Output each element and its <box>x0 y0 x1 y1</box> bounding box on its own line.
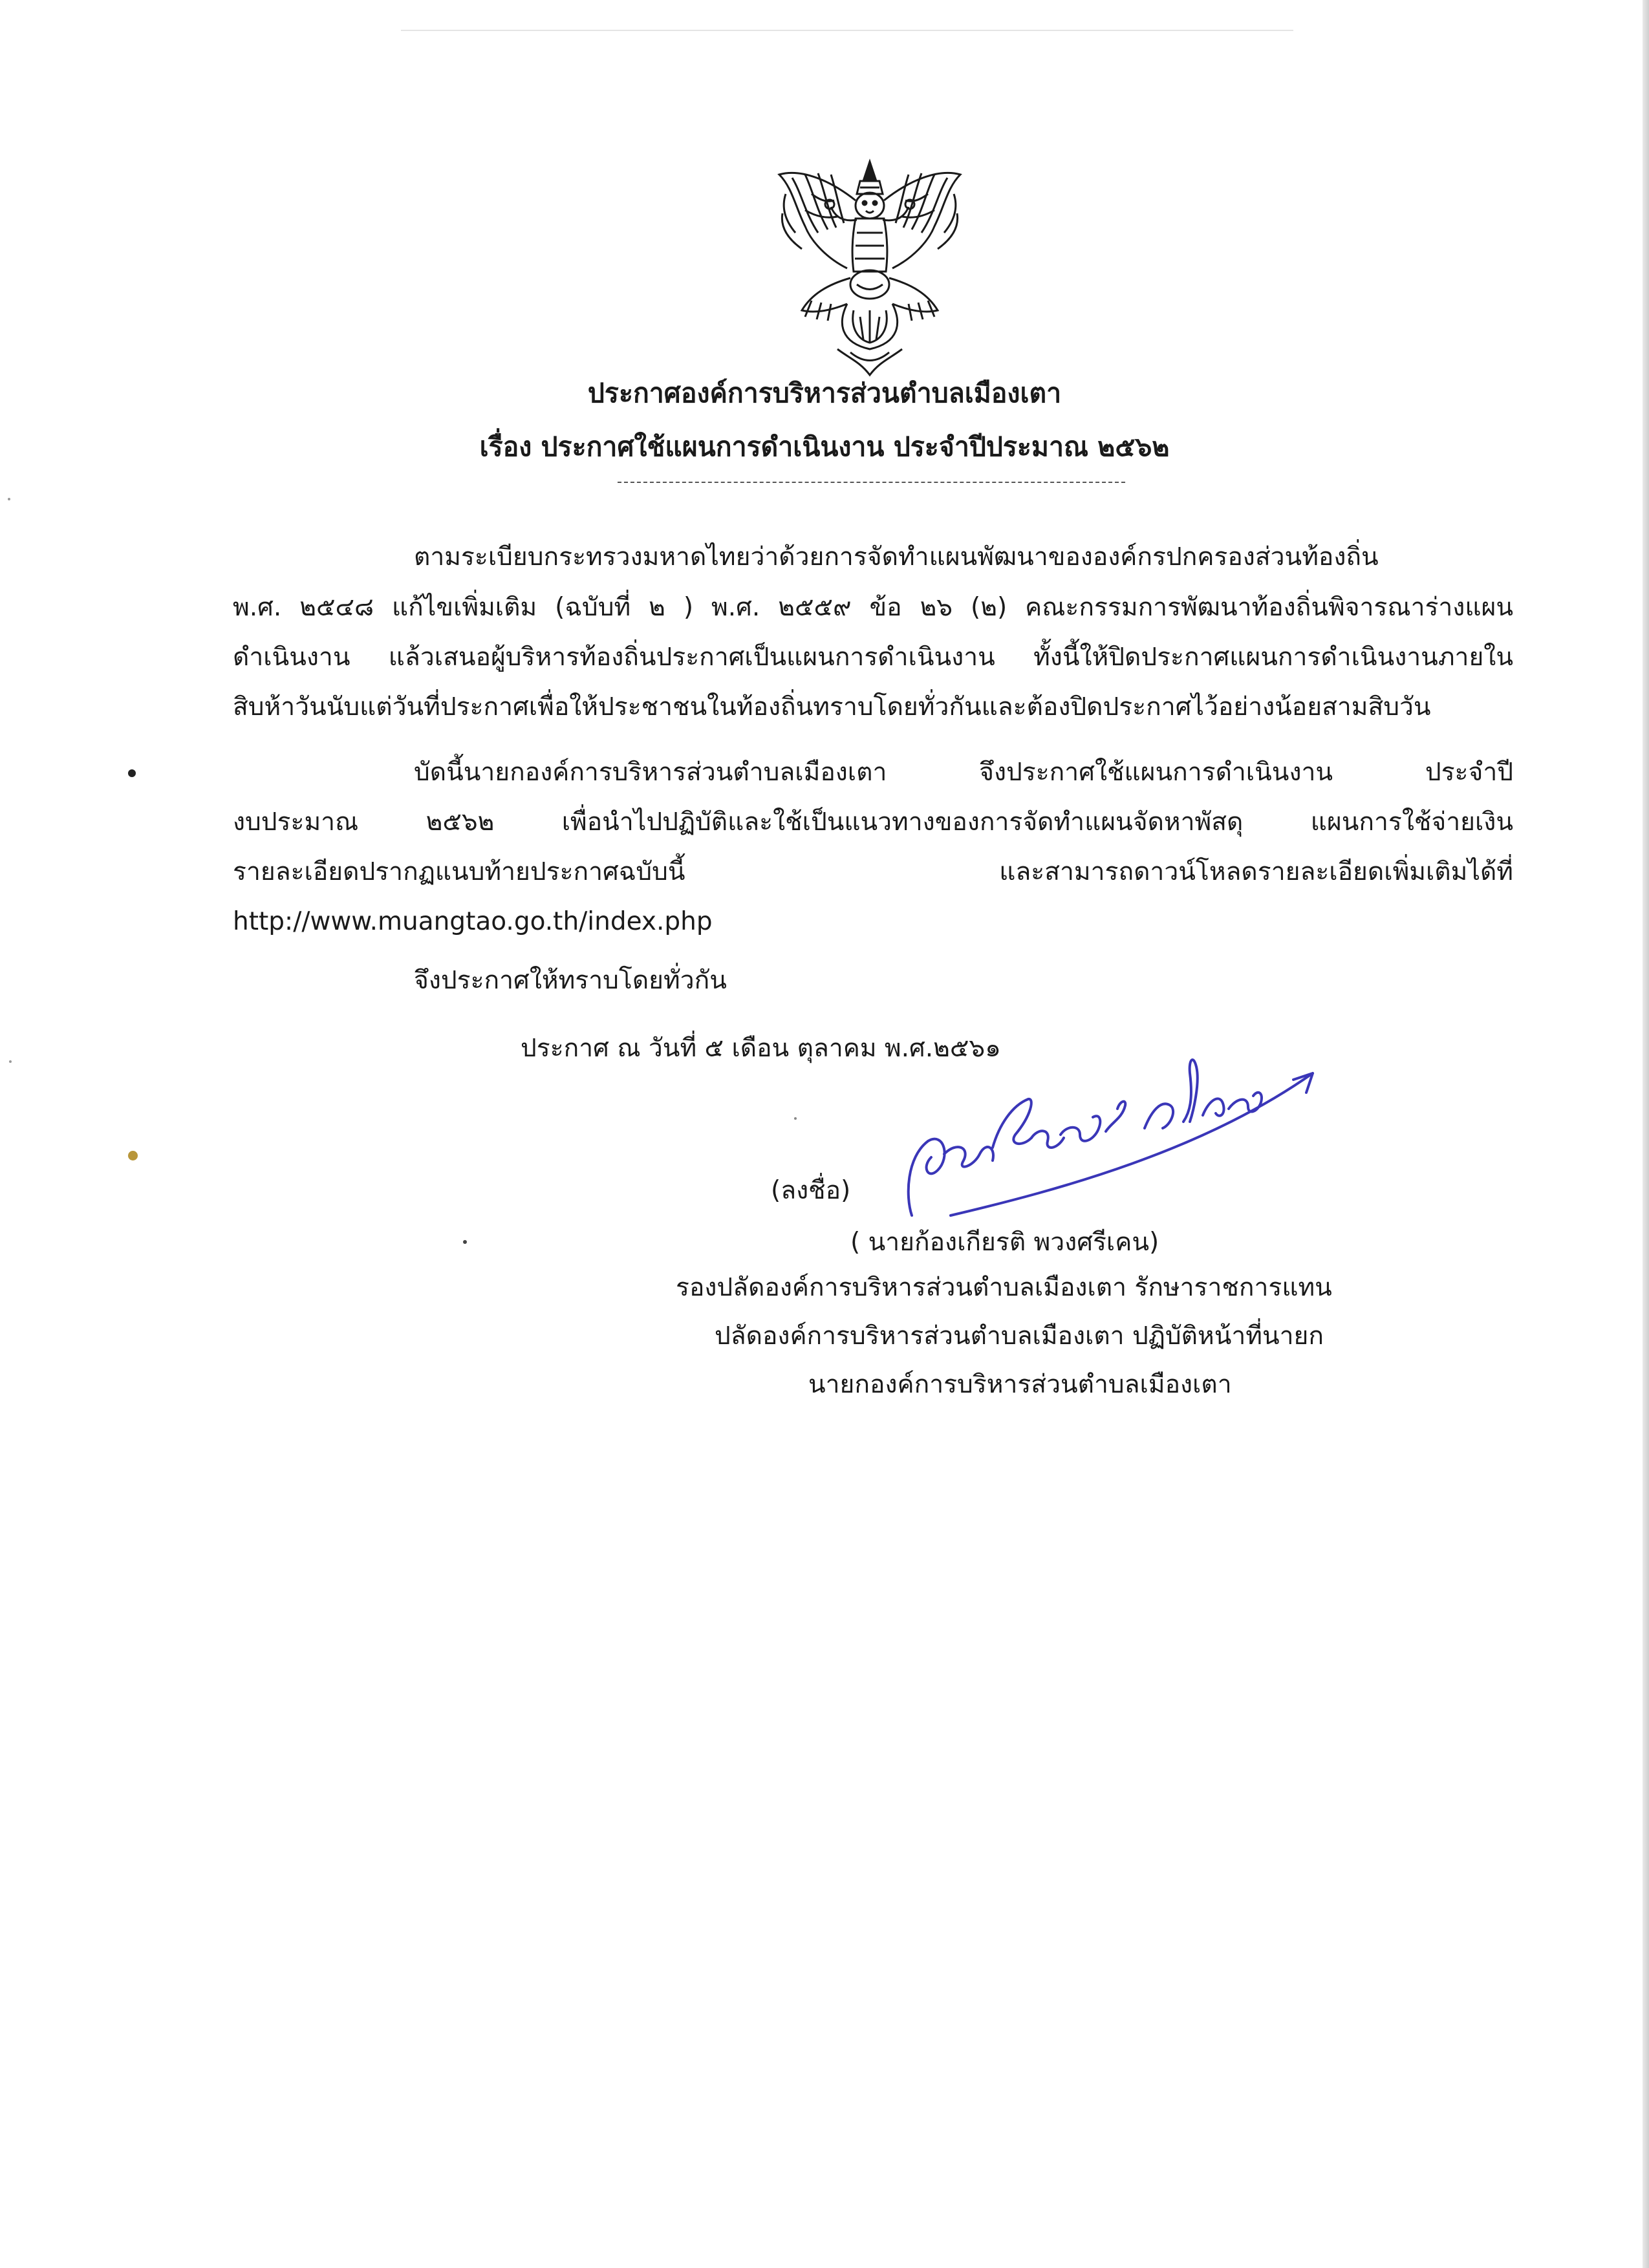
paragraph-1-line-3: ดำเนินงาน แล้วเสนอผู้บริหารท้องถิ่นประกาศเป็นแผนการดำเนินงาน ทั้งนี้ให้ปิดประกาศแผนการดำเนินงานภายใน <box>233 643 1513 672</box>
paragraph-2-line-1: บัดนี้นายกองค์การบริหารส่วนตำบลเมืองเตา จึงประกาศใช้แผนการดำเนินงาน ประจำปี <box>414 758 1513 787</box>
scan-dust <box>8 498 10 500</box>
scan-dust <box>128 1151 138 1161</box>
signer-name: ( นายก้องเกียรติ พวงศรีเคน) <box>850 1228 1159 1257</box>
scan-artifact-line <box>401 30 1293 31</box>
document-subject: เรื่อง ประกาศใช้แผนการดำเนินงาน ประจำปีประมาณ ๒๕๖๒ <box>479 431 1170 462</box>
paragraph-1-line-1: ตามระเบียบกระทรวงมหาดไทยว่าด้วยการจัดทำแผนพัฒนาขององค์กรปกครองส่วนท้องถิ่น <box>414 542 1379 572</box>
garuda-emblem <box>766 155 973 378</box>
closing-statement: จึงประกาศให้ทราบโดยทั่วกัน <box>414 966 727 995</box>
scan-dust <box>9 1060 12 1063</box>
scan-dust <box>463 1240 467 1244</box>
signed-label: (ลงชื่อ) <box>771 1176 851 1205</box>
paragraph-2-line-3: รายละเอียดปรากฏแนบท้ายประกาศฉบับนี้ และสามารถดาวน์โหลดรายละเอียดเพิ่มเติมได้ที่ <box>233 857 1513 886</box>
paragraph-1-line-2: พ.ศ. ๒๕๔๘ แก้ไขเพิ่มเติม (ฉบับที่ ๒ ) พ.ศ. ๒๕๕๙ ข้อ ๒๖ (๒) คณะกรรมการพัฒนาท้องถิ่นพิจารณาร่างแผน <box>233 593 1514 622</box>
heading-divider <box>618 482 1125 483</box>
signer-title-3: นายกองค์การบริหารส่วนตำบลเมืองเตา <box>808 1370 1232 1399</box>
document-title: ประกาศองค์การบริหารส่วนตำบลเมืองเตา <box>587 378 1062 409</box>
scan-dust <box>128 769 136 777</box>
download-url: http://www.muangtao.go.th/index.php <box>233 907 713 936</box>
handwritten-signature <box>867 1002 1332 1248</box>
signer-title-2: ปลัดองค์การบริหารส่วนตำบลเมืองเตา ปฏิบัติหน้าที่นายก <box>715 1321 1324 1351</box>
paragraph-1-line-4: สิบห้าวันนับแต่วันที่ประกาศเพื่อให้ประชาชนในท้องถิ่นทราบโดยทั่วกันและต้องปิดประกาศไว้อย่างน้อยสามสิบวัน <box>233 692 1431 722</box>
scan-edge <box>1643 0 1649 2268</box>
signer-title-1: รองปลัดองค์การบริหารส่วนตำบลเมืองเตา รักษาราชการแทน <box>676 1273 1332 1302</box>
paragraph-2-line-2: งบประมาณ ๒๕๖๒ เพื่อนำไปปฏิบัติและใช้เป็นแนวทางของการจัดทำแผนจัดหาพัสดุ แผนการใช้จ่ายเงิน <box>233 808 1513 837</box>
scan-dust <box>794 1117 797 1120</box>
announcement-date: ประกาศ ณ วันที่ ๕ เดือน ตุลาคม พ.ศ.๒๕๖๑ <box>521 1034 1001 1063</box>
